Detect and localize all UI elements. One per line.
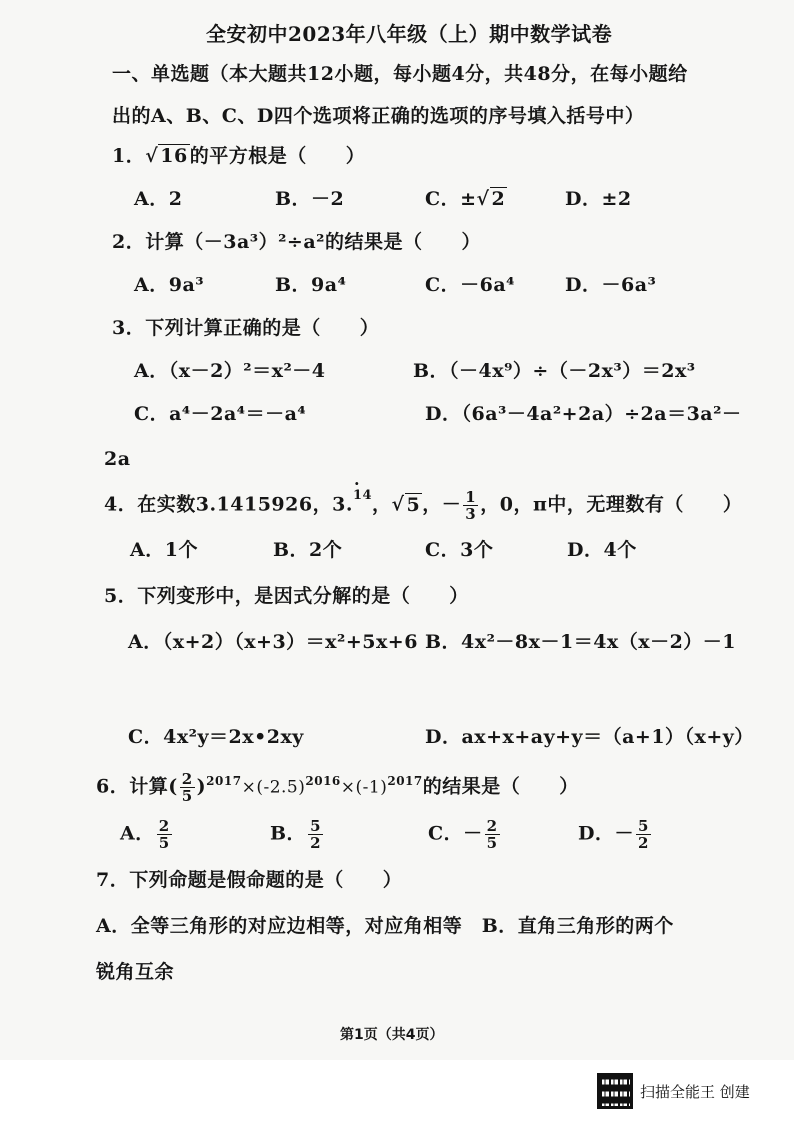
page-number: 第1页（共4页） xyxy=(340,1027,444,1043)
scanner-watermark: 扫描全能王 创建 xyxy=(640,1083,750,1101)
question-3-stem: 3．下列计算正确的是（ ） xyxy=(112,317,380,339)
q3-option-c: C．a⁴－2a⁴＝－a⁴ xyxy=(134,403,307,425)
q3-option-d-tail: 2a xyxy=(104,448,131,470)
q2-option-d: D．－6a³ xyxy=(565,274,657,296)
q1-option-a: A．2 xyxy=(134,188,183,210)
page-title: 全安初中2023年八年级（上）期中数学试卷 xyxy=(206,22,613,46)
q3-option-b: B．（－4x⁹）÷（－2x³）＝2x³ xyxy=(413,360,696,382)
q6-option-b: B． $\frac{5}{2}$ xyxy=(270,817,321,852)
q5-option-a: A．（x+2）（x+3）＝x²+5x+6 xyxy=(128,631,418,653)
q5-option-d: D．ax+x+ay+y＝（a+1）（x+y） xyxy=(425,726,754,748)
section-heading-line1: 一、单选题（本大题共12小题，每小题4分，共48分，在每小题给 xyxy=(112,63,688,85)
question-1-stem: 1．√ 16 的平方根是（ ） xyxy=(112,145,366,167)
question-6-stem: 6．计算( $\frac{2}{5}$ )$^{2017}\times(-2.5)^{2016}\times(-1)^{2017}$的结果是（ ） xyxy=(96,769,579,805)
q4-option-a: A．1个 xyxy=(130,539,198,561)
section-heading-line2: 出的A、B、C、D四个选项将正确的选项的序号填入括号中） xyxy=(112,105,645,127)
q6-option-a: A． $\frac{2}{5}$ xyxy=(120,817,170,852)
question-4-stem: 4．在实数3.1415926，3.· 14，√ 5 ，－ $\frac{1}{3}$ ，0，π中，无理数有（ ） xyxy=(104,489,742,522)
q1-option-c: C．±√ 2 xyxy=(425,188,506,210)
q2-option-c: C．－6a⁴ xyxy=(425,274,515,296)
question-5-stem: 5．下列变形中，是因式分解的是（ ） xyxy=(104,585,469,607)
q4-option-b: B．2个 xyxy=(273,539,343,561)
q3-option-d: D．（6a³－4a²+2a）÷2a＝3a²－ xyxy=(425,403,742,425)
question-7-stem: 7．下列命题是假命题的是（ ） xyxy=(96,869,403,891)
q4-option-c: C．3个 xyxy=(425,539,494,561)
q1-option-b: B．－2 xyxy=(275,188,345,210)
q2-option-b: B．9a⁴ xyxy=(275,274,347,296)
q6-option-c: C．－ $\frac{2}{5}$ xyxy=(428,817,498,852)
bleed-through-text xyxy=(120,690,450,711)
q7-option-line2: 锐角互余 xyxy=(96,961,175,983)
q7-option-line1: A．全等三角形的对应边相等，对应角相等 B．直角三角形的两个 xyxy=(96,915,674,937)
q1-option-d: D．±2 xyxy=(565,188,632,210)
q4-fraction: $\frac{1}{3}$ xyxy=(465,488,477,523)
q4-option-d: D．4个 xyxy=(567,539,637,561)
q2-option-a: A．9a³ xyxy=(134,274,205,296)
question-2-stem: 2．计算（－3a³）²÷a²的结果是（ ） xyxy=(112,231,481,253)
q5-option-c: C．4x²y＝2x•2xy xyxy=(128,726,304,748)
q6-option-d: D．－ $\frac{5}{2}$ xyxy=(578,817,649,852)
q3-option-a: A．（x－2）²＝x²－4 xyxy=(134,360,326,382)
q5-option-b: B．4x²－8x－1＝4x（x－2）－1 xyxy=(425,631,737,653)
qr-code-icon xyxy=(597,1073,633,1109)
